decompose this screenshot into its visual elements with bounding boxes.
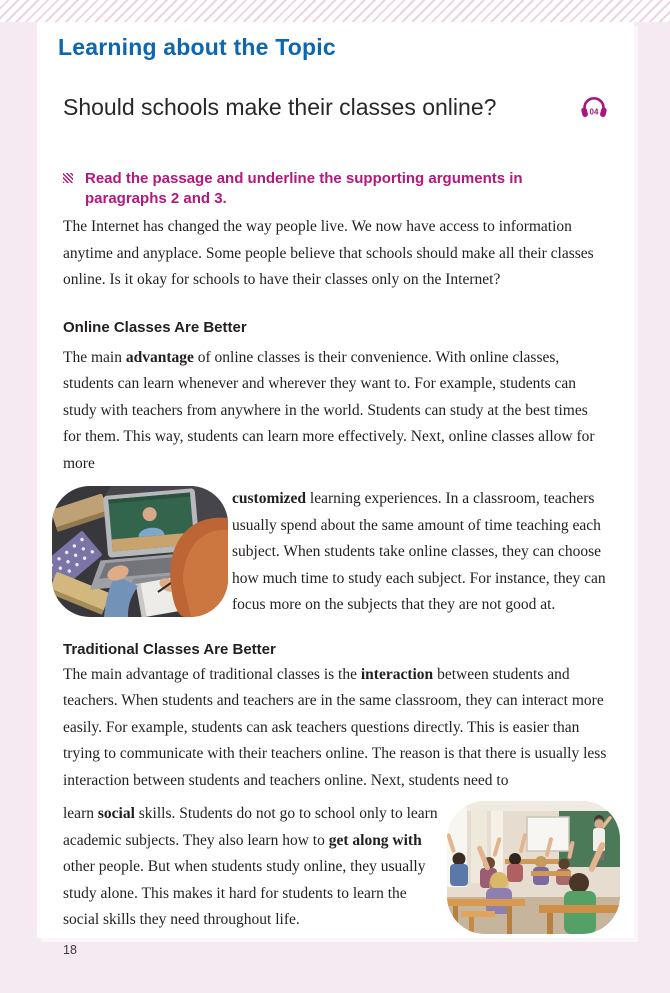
photo-classroom-students	[447, 801, 620, 934]
textbook-page	[37, 22, 634, 938]
lesson-section-header: Learning about the Topic	[58, 34, 336, 60]
instruction-text: Read the passage and underline the supporting arguments in paragraphs 2 and 3.	[85, 170, 523, 207]
paragraph-online-part1: The main advantage of online classes is their convenience. With online classes, students can learn whenever and wherever they want to. For example, students can study with teachers from anywhere in the world. Students can study at the best times for them. This way, students can learn more effectively. Next, online classes allow for more	[63, 348, 595, 472]
traditional-media-row	[63, 801, 620, 934]
striped-square-bullet-icon	[63, 173, 73, 183]
audio-track-number: 04	[589, 107, 599, 117]
activity-instruction	[63, 169, 608, 209]
section-heading-traditional: Traditional Classes Are Better	[63, 640, 276, 658]
paragraph-traditional-part1: The main advantage of traditional classes is the interaction between students and teachers. When students and teachers are in the same classroom, they can interact more easily. For example, students can ask teachers questions directly. This is easier than trying to communicate with their teachers online. The reason is that there is usually less interaction between students and teachers online. Next, students need to	[63, 665, 607, 789]
paragraph-online-part2: customized learning experiences. In a classroom, teachers usually spend about the same amount of time teaching each subject. When students take online classes, they can choose how much time to study each subject. For instance, they can focus more on the subjects that they are not good at.	[232, 490, 606, 613]
decorative-stripe-band	[0, 0, 670, 22]
page-number: 18	[63, 943, 77, 957]
passage-title-row	[63, 93, 608, 121]
passage-title: Should schools make their classes online?	[63, 94, 497, 120]
paragraph-traditional-part2: learn social skills. Students do not go to school only to learn academic subjects. They also learn how to get along with other people. But when students study online, they usually study alone. This makes it hard for students to learn the social skills they need throughout life.	[63, 805, 438, 928]
headphones-audio-track-icon	[581, 96, 607, 118]
photo-student-online-class	[52, 486, 228, 617]
intro-paragraph: The Internet has changed the way people live. We now have access to information anytime and anyplace. Some people believe that schools should make all their classes online. Is it okay for schools to have their classes only on the Internet?	[63, 218, 594, 288]
online-media-row	[52, 486, 608, 619]
section-heading-online: Online Classes Are Better	[63, 318, 247, 336]
